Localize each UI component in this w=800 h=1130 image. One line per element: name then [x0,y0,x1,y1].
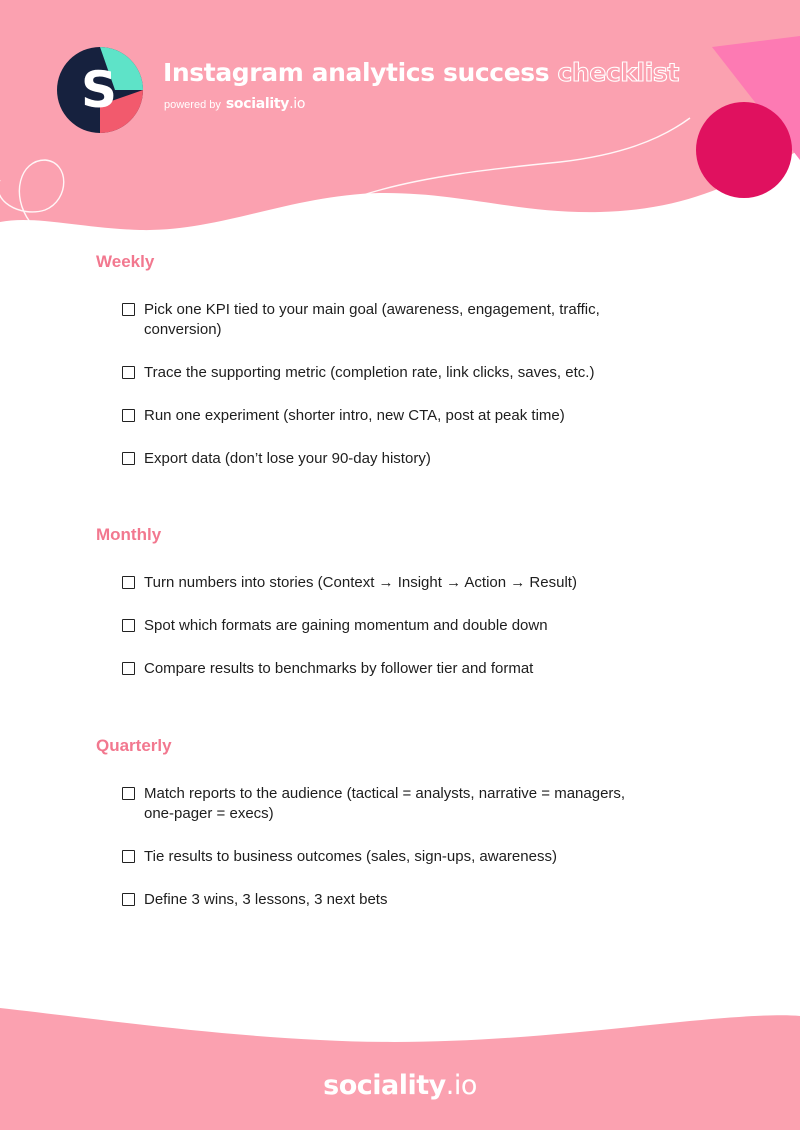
checklist-item-text: Match reports to the audience (tactical = analysts, narrative = managers, one-pager = execs) [144,785,626,822]
checklist-item [122,847,682,867]
checkbox[interactable] [122,366,135,379]
section-heading-monthly: Monthly [96,525,162,544]
checklist-item-text: Pick one KPI tied to your main goal (awareness, engagement, traffic, conversion) [144,301,600,338]
checklist-item-text: Run one experiment (shorter intro, new CTA, post at peak time) [144,407,565,424]
checkbox[interactable] [122,850,135,863]
checklist-item [122,890,682,910]
checklist-item [122,784,682,824]
checkbox[interactable] [122,409,135,422]
checklist-item [122,406,682,426]
section-heading-weekly: Weekly [96,252,155,271]
footer-brand-logo [0,1070,800,1101]
checklist-item-text: Tie results to business outcomes (sales, sign-ups, awareness) [144,848,557,865]
title-main: Instagram analytics success [163,58,550,87]
checkbox[interactable] [122,303,135,316]
checklist-item [122,616,682,636]
checklist-item-text: Turn numbers into stories (Context → Insight → Action → Result) [144,574,577,591]
checklist-item [122,363,682,383]
footer-background [0,1000,800,1130]
footer-brand-suffix: .io [445,1070,477,1101]
powered-by-label: powered by [164,99,221,111]
checklist-item [122,573,682,593]
checkbox[interactable] [122,619,135,632]
powered-by-brand [226,96,305,112]
powered-by-line [164,96,305,112]
checkbox[interactable] [122,787,135,800]
magenta-circle-shape [696,102,792,198]
checklist-item-text: Compare results to benchmarks by follower tier and format [144,660,534,677]
checklist-item-text: Export data (don’t lose your 90-day history) [144,450,431,467]
logo-letter: S [80,61,118,119]
brand-suffix: .io [289,96,306,112]
checklist-item [122,449,682,469]
title-outline-word: checklist [557,58,679,87]
checklist-item [122,300,682,340]
checkbox[interactable] [122,452,135,465]
page-title [163,58,679,87]
section-heading-quarterly: Quarterly [96,736,172,755]
checklist-item-text: Spot which formats are gaining momentum and double down [144,617,548,634]
checkbox[interactable] [122,893,135,906]
checkbox[interactable] [122,662,135,675]
checklist-item-text: Trace the supporting metric (completion rate, link clicks, saves, etc.) [144,364,595,381]
checklist-item-text: Define 3 wins, 3 lessons, 3 next bets [144,891,388,908]
footer-brand-name: sociality [323,1070,446,1101]
checkbox[interactable] [122,576,135,589]
sociality-logo-icon [55,45,145,135]
checklist-item [122,659,682,679]
brand-name: sociality [225,96,290,112]
